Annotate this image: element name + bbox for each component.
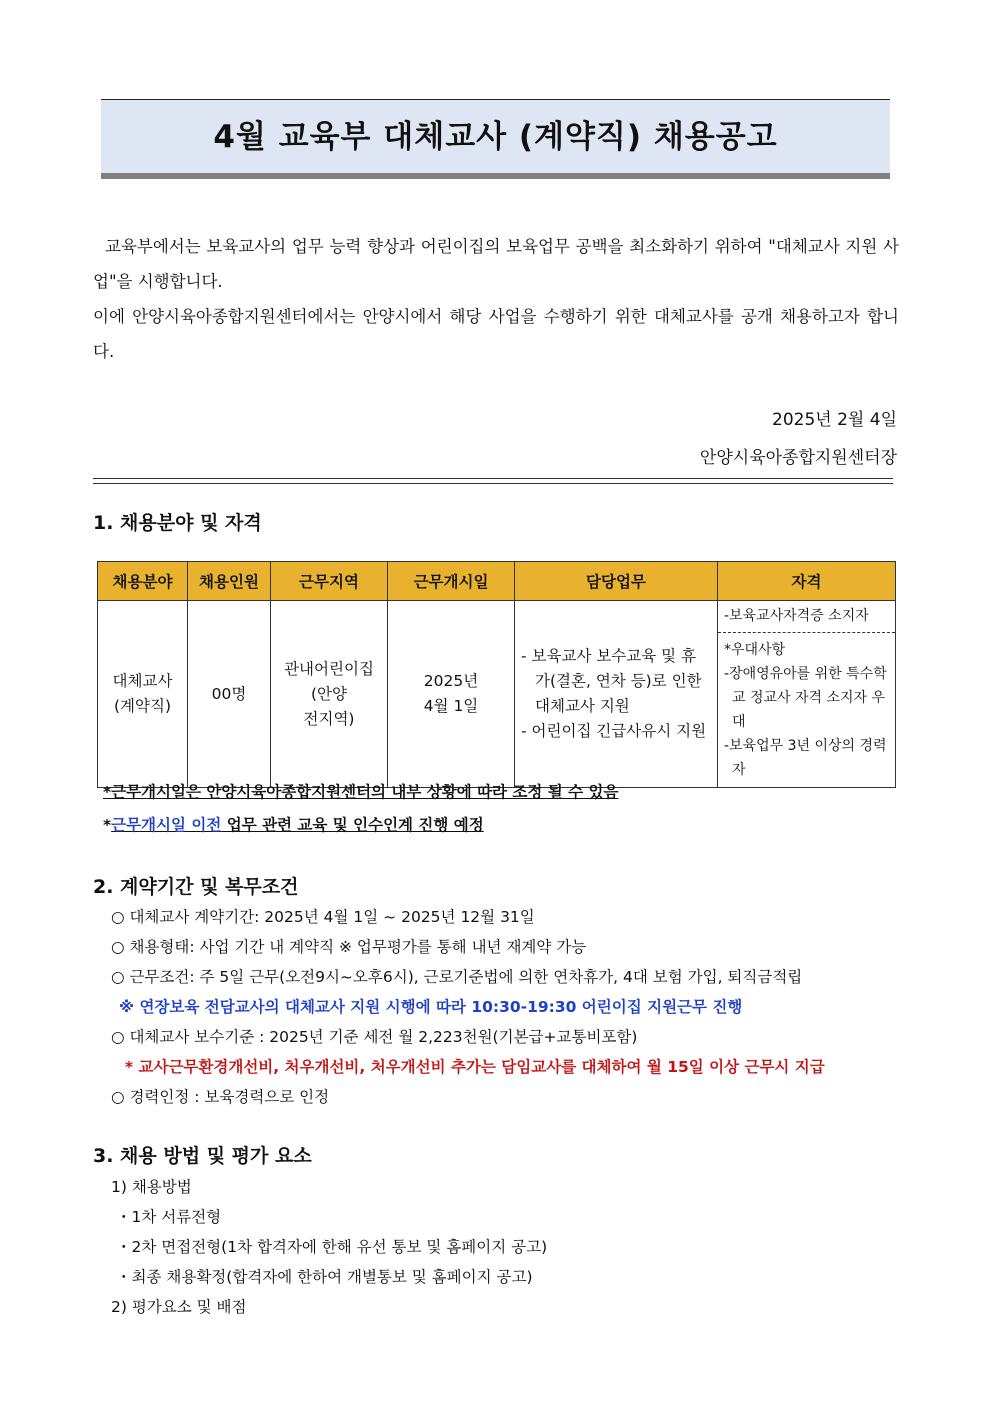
recruit-table — [97, 561, 896, 788]
intro-text — [93, 229, 899, 369]
qual-pref-item: -장애영유아를 위한 특수학교 정교사 자격 소지자 우대 — [724, 666, 887, 730]
cell-duty — [515, 601, 718, 788]
table-row — [98, 601, 896, 788]
note-blue-text: 근무개시일 이전 — [111, 816, 222, 834]
sub-heading: 2) 평가요소 및 배점 — [111, 1298, 247, 1316]
note-training — [103, 813, 484, 835]
page-title: 4월 교육부 대체교사 (계약직) 채용공고 — [213, 119, 778, 155]
intro-line-2: 이에 안양시육아종합지원센터에서는 안양시에서 해당 사업을 수행하기 위한 대체교사를 공개 채용하고자 합니다. — [93, 307, 899, 361]
th-count: 채용인원 — [188, 562, 271, 601]
red-note: * 교사근무환경개선비, 처우개선비, 처우개선비 추가는 담임교사를 대체하여 월 15일 이상 근무시 지급 — [125, 1058, 825, 1076]
qual-pref-title: *우대사항 — [724, 642, 786, 658]
th-qual: 자격 — [718, 562, 896, 601]
cell-count: 00명 — [188, 601, 271, 788]
title-banner — [101, 99, 890, 179]
issuer: 안양시육아종합지원센터장 — [699, 448, 897, 468]
section2-list — [111, 902, 901, 1112]
cell-qual — [718, 601, 896, 788]
cell-start — [388, 601, 515, 788]
sub-heading: 1) 채용방법 — [111, 1178, 192, 1196]
section1-heading: 1. 채용분야 및 자격 — [93, 512, 262, 534]
th-duty: 담당업무 — [515, 562, 718, 601]
note-start-date-text: *근무개시일은 안양시육아종합지원센터의 내부 상황에 따라 조정 될 수 있음 — [103, 783, 619, 801]
list-item: ○ 근무조건: 주 5일 근무(오전9시~오후6시), 근로기준법에 의한 연차휴가, 4대 보험 가입, 퇴직금적립 — [111, 968, 803, 986]
double-divider — [93, 478, 893, 484]
list-item: ○ 대체교사 계약기간: 2025년 4월 1일 ~ 2025년 12월 31일 — [111, 908, 535, 926]
note-rest-text: 업무 관련 교육 및 인수인계 진행 예정 — [221, 816, 484, 834]
list-item: ○ 채용형태: 사업 기간 내 계약직 ※ 업무평가를 통해 내년 재계약 가능 — [111, 938, 587, 956]
list-item: ・1차 서류전형 — [116, 1208, 222, 1226]
start-line: 4월 1일 — [423, 697, 479, 715]
area-line: 관내어린이집 — [284, 659, 374, 678]
cell-area — [271, 601, 388, 788]
th-field: 채용분야 — [98, 562, 188, 601]
qual-required: -보육교사자격증 소지자 — [718, 601, 895, 633]
duty-item: - 보육교사 보수교육 및 휴가(결혼, 연차 등)로 인한 대체교사 지원 — [521, 647, 702, 715]
list-item: ・최종 채용확정(합격자에 한하여 개별통보 및 홈페이지 공고) — [116, 1268, 533, 1286]
blue-note: ※ 연장보육 전담교사의 대체교사 지원 시행에 따라 10:30-19:30 어린이집 지원근무 진행 — [119, 998, 743, 1016]
area-line: 전지역) — [303, 709, 355, 728]
duty-item: - 어린이집 긴급사유시 지원 — [521, 722, 707, 740]
note-prefix: * — [103, 816, 112, 834]
section3-list — [111, 1172, 891, 1322]
notice-date: 2025년 2월 4일 — [772, 410, 897, 430]
cell-field — [98, 601, 188, 788]
note-start-date — [103, 780, 618, 802]
section3-heading: 3. 채용 방법 및 평가 요소 — [93, 1145, 312, 1167]
qual-pref-item: -보육업무 3년 이상의 경력자 — [724, 738, 887, 778]
th-start: 근무개시일 — [388, 562, 515, 601]
intro-line-1: 교육부에서는 보육교사의 업무 능력 향상과 어린이집의 보육업무 공백을 최소화하기 위하여 "대체교사 지원 사업"을 시행합니다. — [93, 237, 899, 291]
list-item: ・2차 면접전형(1차 합격자에 한해 유선 통보 및 홈페이지 공고) — [116, 1238, 548, 1256]
field-line: (계약직) — [113, 697, 171, 715]
qual-preferred — [718, 633, 895, 787]
list-item: ○ 대체교사 보수기준 : 2025년 기준 세전 월 2,223천원(기본급+교통비포함) — [111, 1028, 638, 1046]
start-line: 2025년 — [423, 672, 479, 690]
field-line: 대체교사 — [112, 672, 173, 690]
area-line: (안양 — [311, 684, 347, 703]
th-area: 근무지역 — [271, 562, 388, 601]
list-item: ○ 경력인정 : 보육경력으로 인정 — [111, 1088, 330, 1106]
section2-heading: 2. 계약기간 및 복무조건 — [93, 876, 299, 898]
table-header-row — [98, 562, 896, 601]
